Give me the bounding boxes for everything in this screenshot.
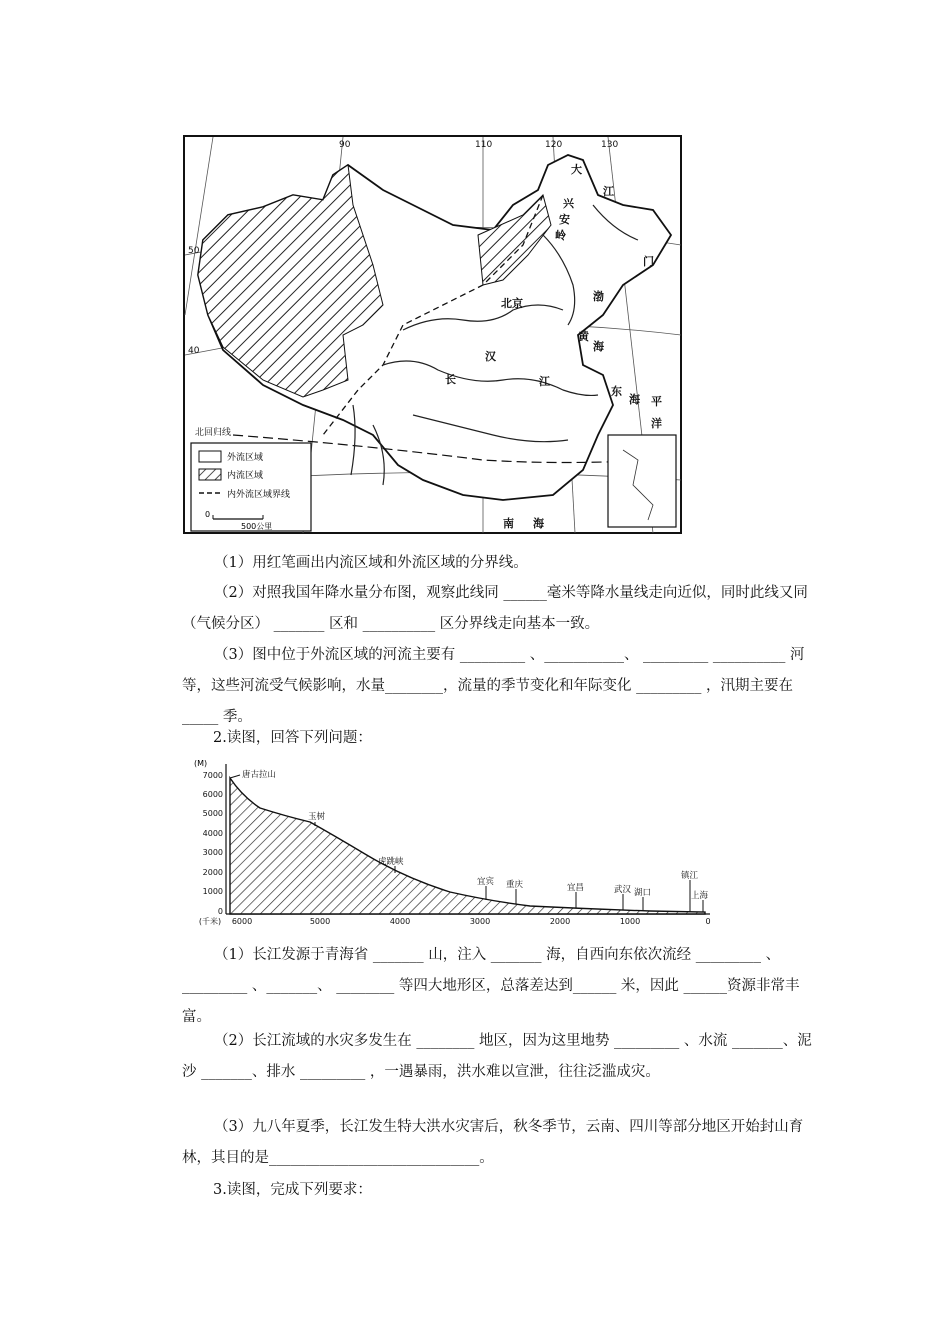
map-label: 海: [629, 393, 640, 406]
y-tick: 5000: [202, 809, 223, 818]
x-tick: 4000: [389, 917, 411, 926]
map-label: 大: [571, 163, 582, 176]
map-label: 北京: [501, 297, 523, 310]
lon-label: 90: [339, 140, 351, 150]
place-label: 虎跳峡: [378, 857, 404, 867]
map-label: 门: [643, 255, 654, 268]
place-label: 宜宾: [477, 877, 495, 887]
map-label: 平: [651, 395, 662, 408]
drainage-basin-map: [183, 135, 683, 535]
legend-item: 外流区域: [227, 453, 264, 463]
map-label: 海: [533, 517, 544, 530]
map-label: 黄: [578, 330, 589, 343]
x-tick: 0: [705, 917, 711, 926]
q2-heading: 2.读图，回答下列问题：: [213, 730, 372, 746]
place-label: 重庆: [506, 880, 524, 890]
x-tick: 2000: [549, 917, 571, 926]
map-label: 东: [611, 385, 622, 398]
map-label: 安: [559, 213, 570, 226]
q1-part3: （3）图中位于外流区域的河流主要有 _________ 、___________、 _________ __________ 河等，这些河流受气候影响，水量________，流量的季节变化和年际变化 _________ ，汛期主要在 _____ 季。: [182, 647, 805, 725]
map-label: 兴: [563, 197, 574, 210]
map-label: 渤: [593, 290, 604, 303]
y-tick: 6000: [202, 790, 223, 799]
svg-text:0: 0: [205, 510, 211, 519]
y-unit: (M): [194, 759, 208, 768]
x-tick: 1000: [619, 917, 641, 926]
y-tick: 4000: [202, 829, 223, 838]
q2-part2: （2）长江流域的水灾多发生在 ________ 地区，因为这里地势 _________ 、水流 _______、泥沙 _______、排水 _________ ，一遇暴雨，洪水难以宣泄，往往泛滥成灾。: [182, 1033, 812, 1080]
yangtze-profile-chart: [190, 756, 720, 926]
map-label: 汉: [485, 350, 496, 363]
place-label: 宜昌: [567, 883, 585, 893]
y-tick: 7000: [202, 771, 223, 780]
map-label: 江: [539, 375, 550, 388]
x-tick: 3000: [469, 917, 491, 926]
legend-item: 内外流区域界线: [227, 490, 291, 500]
map-legend: [191, 443, 311, 531]
q3-heading: 3.读图，完成下列要求：: [213, 1182, 372, 1198]
y-tick: 0: [217, 907, 223, 916]
place-label: 湖口: [634, 888, 652, 898]
y-tick: 3000: [202, 848, 223, 857]
q2-part1: （1）长江发源于青海省 _______ 山，注入 _______ 海，自西向东依次流经 _________ 、 _________ 、_______、 ________ 等四大地形区，总落差达到______ 米，因此 ______资源非常丰富。: [182, 947, 800, 1025]
lon-label: 120: [545, 140, 563, 150]
place-label: 镇江: [681, 871, 699, 881]
x-unit: (千米): [198, 917, 222, 926]
legend-scale: 500公里: [241, 522, 273, 531]
q1-part1: （1）用红笔画出内流区域和外流区域的分界线。: [214, 555, 528, 571]
tropic-label: 北回归线: [195, 428, 232, 438]
lon-label: 110: [475, 140, 493, 150]
y-tick: 2000: [202, 868, 223, 877]
map-label: 洋: [651, 417, 662, 430]
map-label: 南: [503, 517, 514, 530]
place-label: 唐古拉山: [242, 770, 277, 780]
q2-part3: （3）九八年夏季，长江发生特大洪水灾害后，秋冬季节，云南、四川等部分地区开始封山育林，其目的是_____________________________。: [182, 1119, 804, 1166]
y-tick: 1000: [202, 887, 223, 896]
map-label: 长: [445, 373, 456, 386]
map-label: 江: [603, 185, 614, 198]
x-tick: 5000: [309, 917, 331, 926]
map-label: 岭: [555, 229, 566, 242]
legend-item: 内流区域: [227, 471, 264, 481]
x-tick: 6000: [231, 917, 253, 926]
lat-label: 40: [188, 346, 200, 356]
map-label: 海: [593, 340, 604, 353]
place-label: 玉树: [308, 812, 326, 822]
south-sea-inset: [608, 435, 676, 527]
lon-label: 130: [601, 140, 619, 150]
place-label: 武汉: [614, 885, 632, 895]
q1-part2: （2）对照我国年降水量分布图，观察此线同 ______毫米等降水量线走向近似，同时此线又同（气候分区） _______ 区和 __________ 区分界线走向基本一致。: [182, 585, 808, 632]
lat-label: 50: [188, 246, 200, 256]
place-label: 上海: [691, 891, 709, 901]
